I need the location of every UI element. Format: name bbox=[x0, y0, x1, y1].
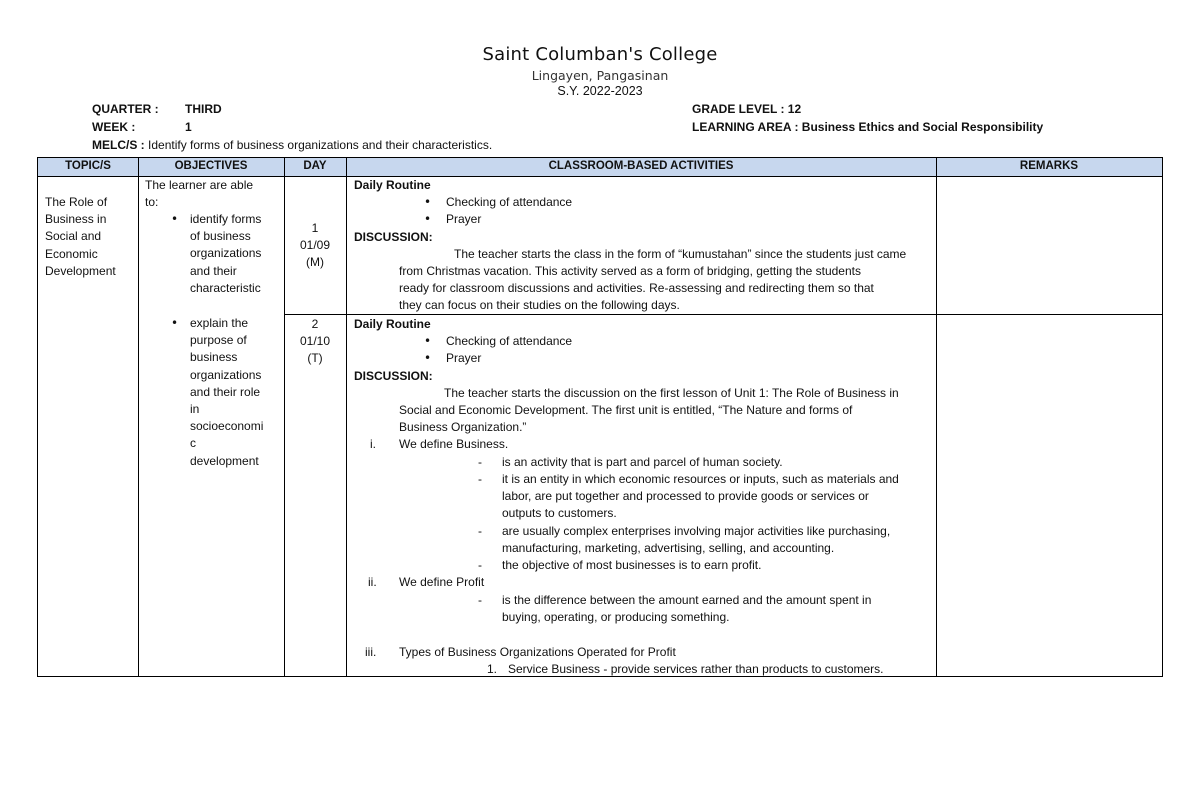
list-heading: We define Profit bbox=[399, 575, 485, 589]
table-header bbox=[38, 158, 1162, 177]
daily-routine-heading: Daily Routine bbox=[354, 317, 431, 331]
definition-item: is an activity that is part and parcel of human society. bbox=[502, 455, 783, 469]
bullet-icon: • bbox=[171, 212, 179, 226]
topic-line: Social and bbox=[45, 229, 102, 244]
definition-item: buying, operating, or producing something. bbox=[502, 610, 730, 624]
topic-line: Economic bbox=[45, 246, 98, 261]
list-heading: We define Business. bbox=[399, 437, 509, 451]
objective-line: business bbox=[190, 350, 238, 365]
objective-1 bbox=[190, 211, 282, 297]
objective-2 bbox=[190, 315, 282, 470]
discussion-heading: DISCUSSION: bbox=[354, 230, 433, 244]
objectives-intro-line: The learner are able bbox=[145, 178, 254, 192]
discussion-text: they can focus on their studies on the following days. bbox=[399, 298, 680, 312]
discussion-text: The teacher starts the discussion on the first lesson of Unit 1: The Role of Business in bbox=[444, 386, 899, 400]
col-remarks: REMARKS bbox=[1019, 160, 1079, 172]
definition-item: outputs to customers. bbox=[502, 506, 617, 520]
day-date: 01/09 bbox=[299, 238, 331, 253]
objective-line: of business bbox=[190, 229, 251, 244]
col-topics: TOPIC/S bbox=[65, 160, 111, 172]
melc-label: MELC/S : bbox=[92, 138, 145, 152]
quarter-value: THIRD bbox=[185, 102, 222, 116]
routine-item: Prayer bbox=[446, 212, 482, 226]
day-date: 01/10 bbox=[299, 334, 331, 349]
list-number: ii. bbox=[368, 575, 377, 589]
objectives-intro-line: to: bbox=[145, 195, 159, 210]
discussion-text: from Christmas vacation. This activity served as a form of bridging, getting the students bbox=[399, 264, 861, 278]
dash-marker: - bbox=[478, 455, 482, 469]
list-number: iii. bbox=[365, 645, 377, 659]
topic-line: Development bbox=[45, 263, 116, 278]
dash-marker: - bbox=[478, 524, 482, 538]
school-location: Lingayen, Pangasinan bbox=[531, 68, 669, 83]
bullet-icon: • bbox=[424, 212, 432, 226]
day-weekday: (M) bbox=[306, 255, 324, 270]
definition-item: is the difference between the amount earned and the amount spent in bbox=[502, 593, 872, 607]
col-objectives: OBJECTIVES bbox=[174, 160, 248, 172]
objective-line: in bbox=[190, 402, 200, 417]
melc-text: Identify forms of business organizations and their characteristics. bbox=[144, 138, 493, 152]
col-divider bbox=[346, 158, 347, 676]
objective-line: and their bbox=[190, 263, 237, 278]
routine-item: Prayer bbox=[446, 351, 482, 365]
day-1 bbox=[284, 220, 346, 272]
objective-line: socioeconomi bbox=[190, 419, 264, 434]
dash-marker: - bbox=[478, 593, 482, 607]
definition-item: are usually complex enterprises involving major activities like purchasing, bbox=[502, 524, 891, 538]
week-label: WEEK : bbox=[92, 120, 136, 134]
objective-line: c bbox=[190, 436, 196, 451]
col-divider bbox=[138, 158, 139, 676]
objective-line: and their role bbox=[190, 384, 261, 399]
daily-routine-heading: Daily Routine bbox=[354, 178, 431, 192]
dash-marker: - bbox=[478, 472, 482, 486]
col-activities: CLASSROOM-BASED ACTIVITIES bbox=[548, 160, 734, 172]
objective-line: explain the bbox=[190, 316, 249, 330]
objective-line: organizations bbox=[190, 246, 262, 261]
routine-item: Checking of attendance bbox=[446, 334, 573, 348]
topic-cell bbox=[45, 194, 135, 280]
discussion-text: The teacher starts the class in the form of “kumustahan” since the students just came bbox=[454, 247, 907, 261]
list-number: i. bbox=[370, 437, 376, 451]
dash-marker: - bbox=[478, 558, 482, 572]
objective-line: organizations bbox=[190, 367, 262, 382]
school-name: Saint Columban's College bbox=[482, 44, 718, 65]
objective-line: purpose of bbox=[190, 333, 247, 348]
lesson-table bbox=[37, 157, 1163, 677]
col-day: DAY bbox=[303, 160, 327, 172]
melc-line bbox=[92, 138, 492, 152]
day-2 bbox=[284, 316, 346, 368]
definition-item: labor, are put together and processed to provide goods or services or bbox=[502, 489, 869, 503]
objective-line: identify forms bbox=[190, 212, 262, 226]
topic-line: Business in bbox=[45, 212, 107, 227]
school-year: S.Y. 2022-2023 bbox=[557, 84, 643, 98]
objective-line: development bbox=[190, 453, 259, 468]
learning-area: LEARNING AREA : Business Ethics and Social Responsibility bbox=[692, 120, 1044, 134]
week-value: 1 bbox=[185, 120, 192, 134]
discussion-heading: DISCUSSION: bbox=[354, 369, 433, 383]
discussion-text: Business Organization.” bbox=[399, 420, 527, 434]
definition-item: the objective of most businesses is to earn profit. bbox=[502, 558, 762, 572]
definition-item: it is an entity in which economic resources or inputs, such as materials and bbox=[502, 472, 899, 486]
topic-line: The Role of bbox=[45, 195, 108, 209]
day-number: 2 bbox=[311, 317, 319, 331]
bullet-icon: • bbox=[424, 195, 432, 209]
list-heading: Types of Business Organizations Operated for Profit bbox=[399, 645, 676, 659]
objective-line: characteristic bbox=[190, 280, 261, 295]
grade-level: GRADE LEVEL : 12 bbox=[692, 102, 802, 116]
routine-item: Checking of attendance bbox=[446, 195, 573, 209]
bullet-icon: • bbox=[171, 316, 179, 330]
discussion-text: ready for classroom discussions and activities. Re-assessing and redirecting them so that bbox=[399, 281, 874, 295]
bullet-icon: • bbox=[424, 334, 432, 348]
col-divider bbox=[936, 158, 937, 676]
bullet-icon: • bbox=[424, 351, 432, 365]
list-number: 1. bbox=[487, 662, 498, 676]
numbered-item: Service Business - provide services rather than products to customers. bbox=[508, 662, 884, 676]
day-number: 1 bbox=[311, 221, 319, 235]
objectives-intro bbox=[145, 177, 283, 211]
day-weekday: (T) bbox=[307, 351, 323, 366]
definition-item: manufacturing, marketing, advertising, selling, and accounting. bbox=[502, 541, 835, 555]
discussion-text: Social and Economic Development. The first unit is entitled, “The Nature and forms of bbox=[399, 403, 853, 417]
quarter-label: QUARTER : bbox=[92, 102, 159, 116]
